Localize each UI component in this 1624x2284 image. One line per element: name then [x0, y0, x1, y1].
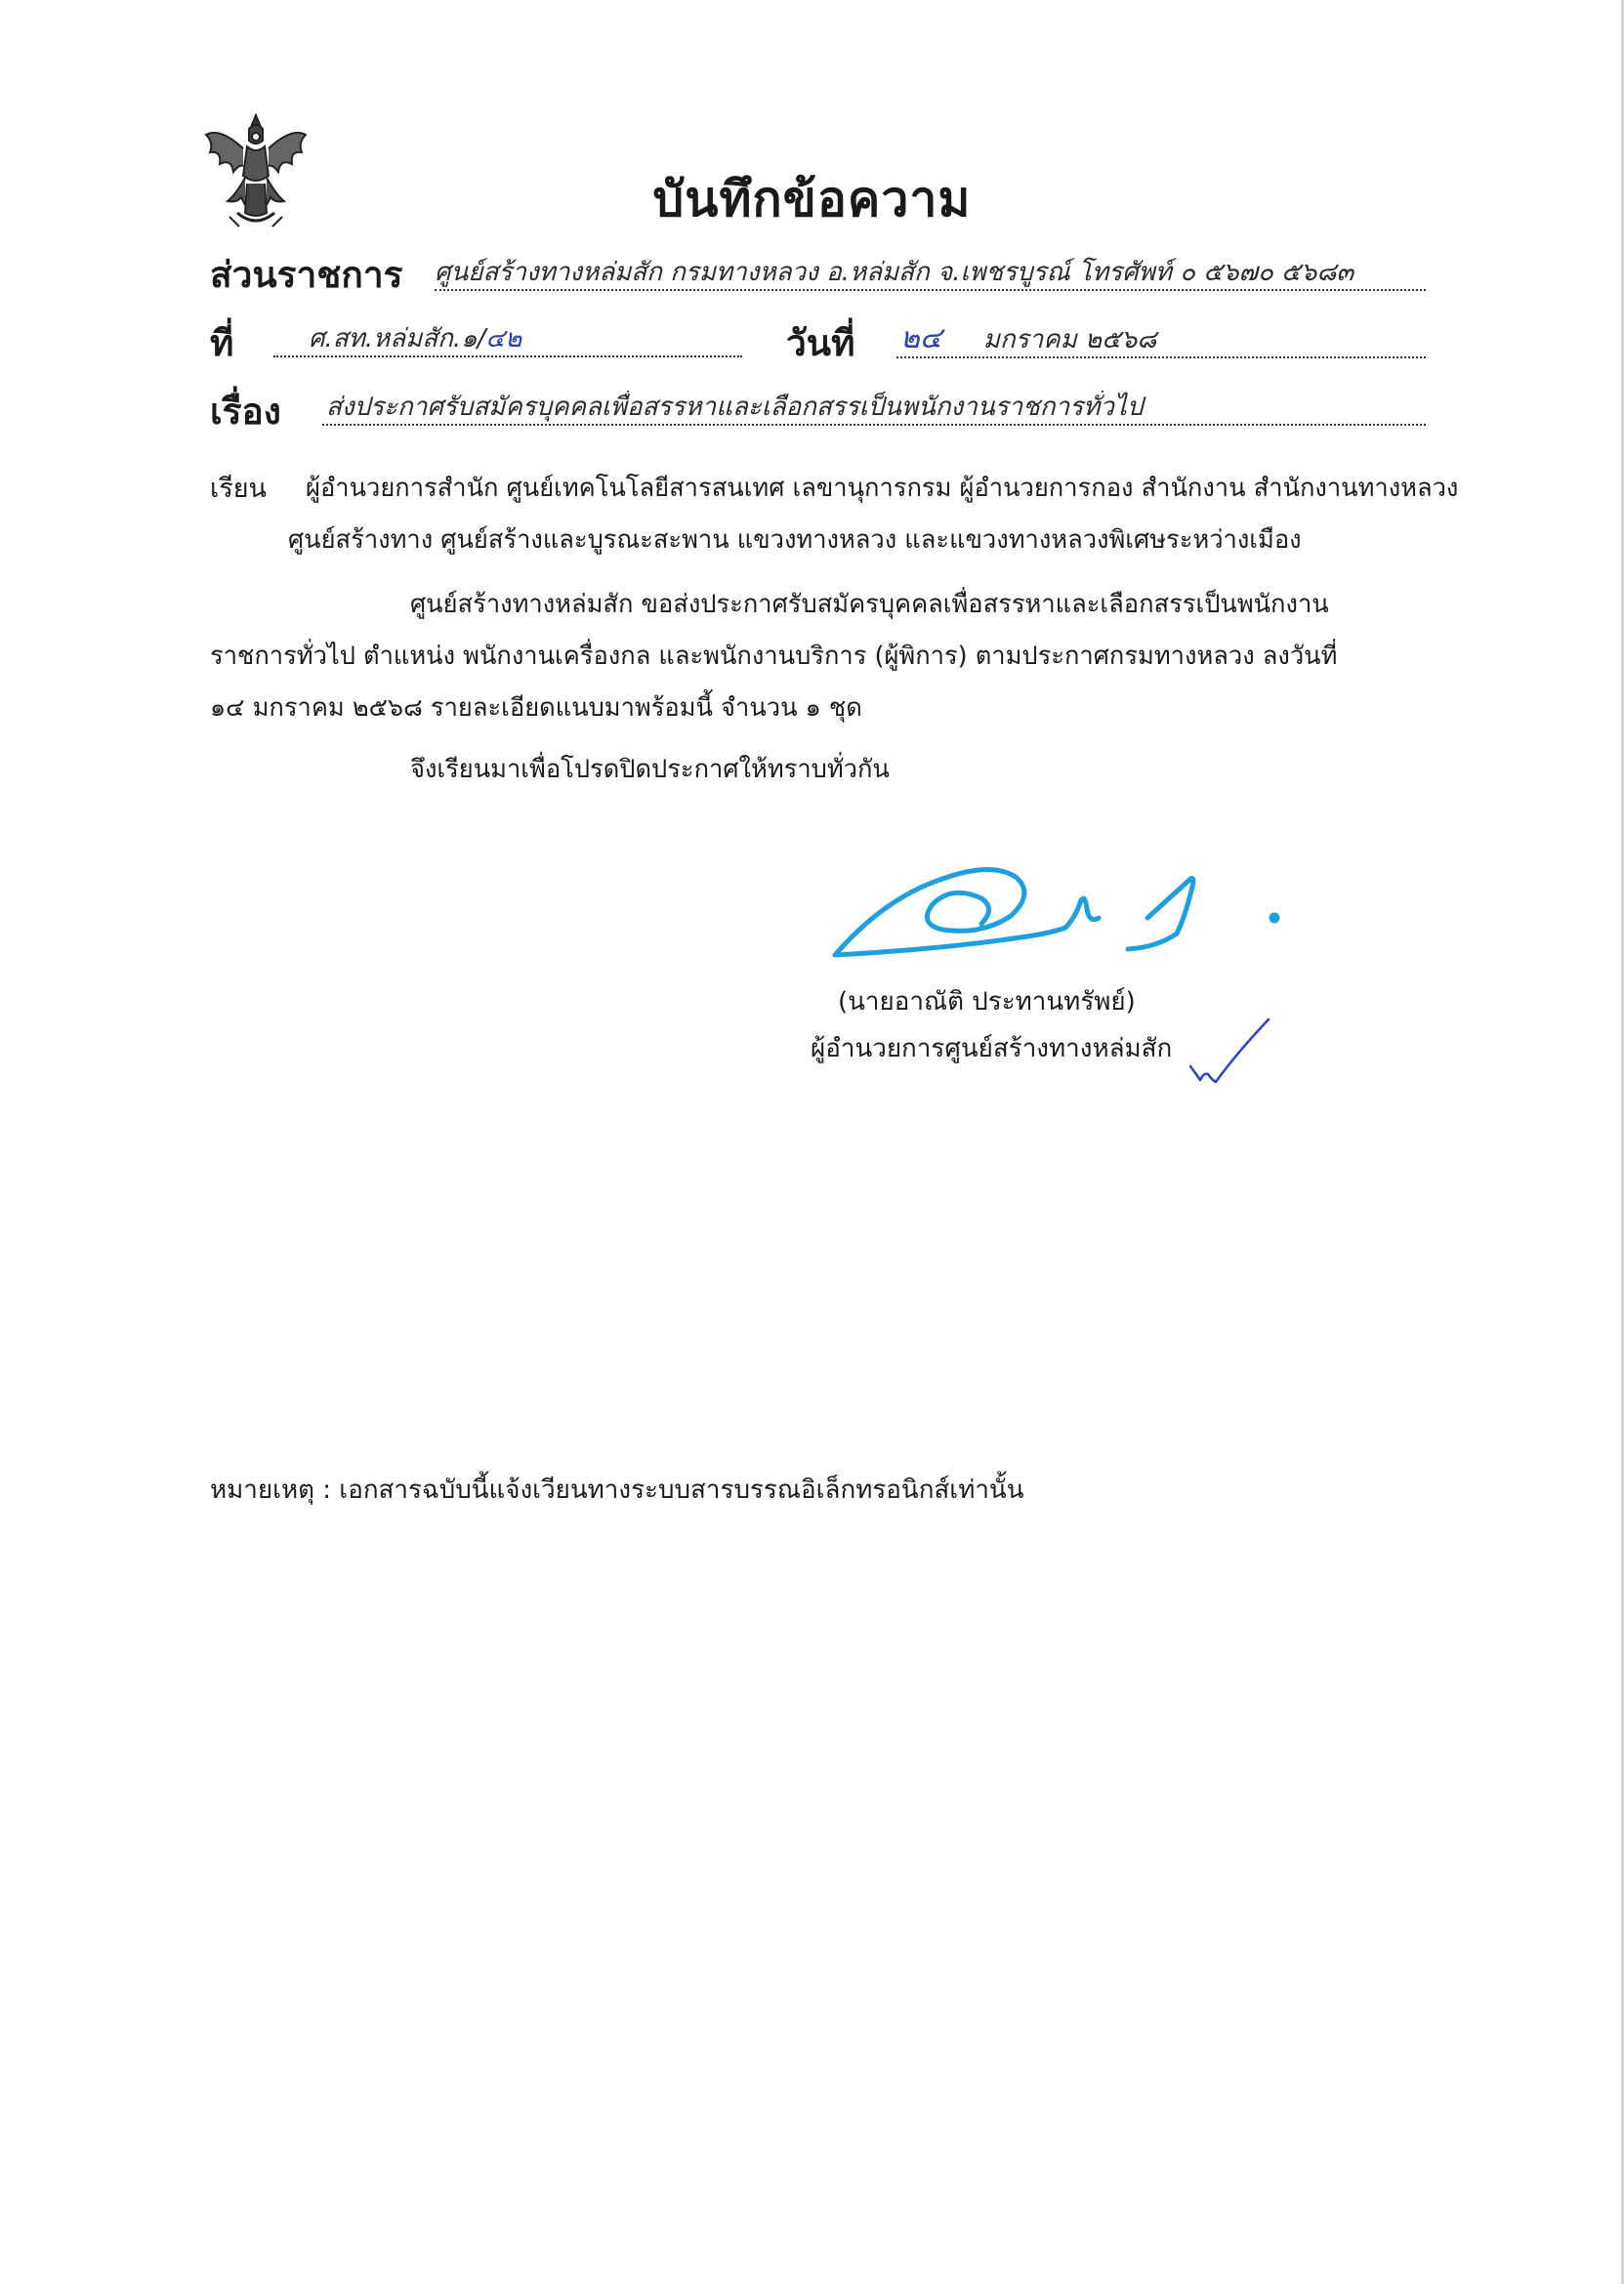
subject-field — [322, 391, 1426, 426]
date-field — [896, 322, 1426, 358]
subject-row — [210, 383, 281, 440]
closing-text: จึงเรียนมาเพื่อโปรดปิดประกาศให้ทราบทั่วกัน — [410, 755, 890, 784]
paragraph-line-1: ศูนย์สร้างทางหล่มสัก ขอส่งประกาศรับสมัครบุคคลเพื่อสรรหาและเลือกสรรเป็นพนักงาน — [410, 590, 1329, 619]
department-value: ศูนย์สร้างทางหล่มสัก กรมทางหลวง อ.หล่มสัก จ.เพชรบูรณ์ โทรศัพท์ ๐ ๕๖๗๐ ๕๖๘๓ — [435, 258, 1354, 287]
date-value: มกราคม ๒๕๖๘ — [982, 325, 1157, 354]
signatory-name: (นายอาณัติ ประทานทรัพย์) — [838, 987, 1136, 1017]
department-row — [210, 246, 402, 304]
subject-value: ส่งประกาศรับสมัครบุคคลเพื่อสรรหาและเลือกสรรเป็นพนักงานราชการทั่วไป — [326, 393, 1144, 422]
number-row — [210, 314, 233, 372]
paragraph-line-3: ๑๔ มกราคม ๒๕๖๘ รายละเอียดแนบมาพร้อมนี้ จำนวน ๑ ชุด — [210, 693, 862, 723]
salutation-label: เรียน — [210, 474, 268, 504]
number-label: ที่ — [210, 322, 234, 364]
number-value: ศ.สท.หล่มสัก.๑/ — [309, 324, 486, 353]
date-row — [786, 314, 854, 372]
subject-label: เรื่อง — [210, 391, 281, 433]
salutation-line-1: ผู้อำนวยการสำนัก ศูนย์เทคโนโลยีสารสนเทศ เลขานุการกรม ผู้อำนวยการกอง สำนักงาน สำนักงานทางหลวง — [306, 474, 1459, 503]
footer-note: หมายเหตุ : เอกสารฉบับนี้แจ้งเวียนทางระบบสารบรรณอิเล็กทรอนิกส์เท่านั้น — [210, 1475, 1024, 1505]
signature-icon — [825, 840, 1284, 967]
signatory-position: ผู้อำนวยการศูนย์สร้างทางหล่มสัก — [811, 1034, 1173, 1063]
department-label: ส่วนราชการ — [210, 254, 403, 296]
salutation-line-2: ศูนย์สร้างทาง ศูนย์สร้างและบูรณะสะพาน แขวงทางหลวง และแขวงทางหลวงพิเศษระหว่างเมือง — [288, 525, 1302, 555]
checkmark-icon — [1187, 1016, 1274, 1094]
department-field — [435, 256, 1426, 291]
memo-title: บันทึกข้อความ — [652, 171, 972, 228]
number-field — [273, 322, 742, 357]
paragraph-line-2: ราชการทั่วไป ตำแหน่ง พนักงานเครื่องกล และพนักงานบริการ (ผู้พิการ) ตามประกาศกรมทางหลวง ลงวันที่ — [210, 642, 1338, 671]
number-handwritten: ๔๒ — [485, 324, 522, 353]
date-handwritten: ๒๔ — [900, 322, 942, 355]
date-label: วันที่ — [786, 322, 855, 364]
